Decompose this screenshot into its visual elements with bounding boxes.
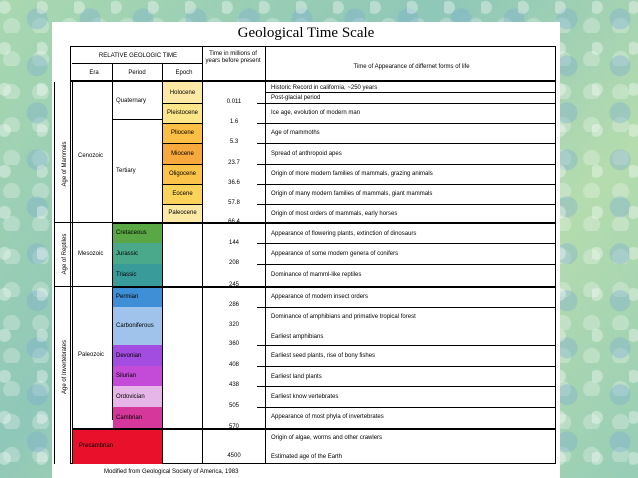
period-ordovician: Ordovician — [113, 386, 162, 407]
time-scale-sheet — [52, 22, 560, 478]
time-value: 286 — [228, 302, 239, 308]
row-line — [162, 103, 202, 104]
era-boundary — [112, 222, 556, 224]
event-rule — [265, 143, 556, 144]
source-footer: Modified from Geological Society of America, 1983 — [104, 469, 239, 475]
col-divider — [265, 46, 266, 464]
time-value: 23.7 — [228, 160, 240, 166]
time-value: 208 — [228, 260, 239, 266]
time-value: 57.8 — [228, 200, 240, 206]
col-divider — [72, 82, 73, 464]
period-header: Period — [128, 70, 146, 76]
row-line — [162, 184, 202, 185]
event-rule — [265, 307, 556, 308]
col-divider — [202, 46, 203, 464]
row-line — [162, 164, 202, 165]
epoch-holocene: Holocene — [163, 82, 202, 103]
event-text: Spread of anthropoid apes — [271, 151, 342, 157]
age-label: Age of Mammals — [62, 141, 68, 187]
event-rule — [265, 123, 556, 124]
era-label: Cenozoic — [78, 153, 104, 159]
event-rule — [265, 345, 556, 346]
age-divider — [54, 222, 72, 223]
period-precambrian: Precambrian — [73, 428, 162, 464]
age-label: Age of Invertebrates — [62, 339, 68, 395]
time-value: 144 — [228, 240, 239, 246]
age-border — [54, 82, 55, 464]
event-text: Origin of more modern families of mammals, grazing animals — [271, 171, 433, 177]
time-value: 36.6 — [228, 180, 240, 186]
period-cretaceous: Cretaceous — [113, 223, 162, 243]
epoch-header: Epoch — [175, 70, 193, 76]
age-divider — [54, 286, 72, 287]
period-permian: Permian — [113, 287, 162, 307]
event-text: Earliest land plants — [271, 374, 322, 380]
event-text: Origin of most orders of mammals, early horses — [271, 211, 398, 217]
period-carboniferous: Carboniferous — [113, 307, 162, 345]
event-rule — [265, 184, 556, 185]
event-rule — [265, 366, 556, 367]
time-value: 245 — [228, 282, 239, 288]
event-text: Dominance of mamml-like reptiles — [271, 272, 362, 278]
event-text: Estimated age of the Earth — [271, 454, 343, 460]
time-value: 5.3 — [229, 139, 239, 145]
time-value: 570 — [228, 424, 239, 430]
event-text: Ice age, evolution of modern man — [271, 110, 361, 116]
epoch-pleistocene: Pleistocene — [163, 103, 202, 123]
time-header: Time in millions of years before present — [205, 51, 261, 64]
event-text: Earliest seed plants, rise of bony fishes — [271, 353, 376, 359]
event-rule — [265, 264, 556, 265]
period-cambrian: Cambrian — [113, 407, 162, 428]
era-label: Mesozoic — [78, 251, 104, 257]
event-text: Origin of algae, worms and other crawlers — [271, 435, 383, 441]
period-tertiary: Tertiary — [116, 168, 136, 174]
event-text: Origin of many modern families of mammals, giant mammals — [271, 191, 433, 197]
event-rule — [265, 103, 556, 104]
age-label: Age of Reptiles — [62, 233, 68, 275]
event-rule — [265, 243, 556, 244]
epoch-oligocene: Oligocene — [163, 164, 202, 184]
event-rule — [265, 386, 556, 387]
period-quaternary: Quaternary — [116, 97, 147, 104]
epoch-pliocene: Pliocene — [163, 123, 202, 143]
time-value: 66.4 — [228, 219, 240, 225]
event-text: Historic Record in california, ~250 years — [271, 85, 378, 91]
time-value: 408 — [228, 362, 239, 368]
period-devonian: Devonian — [113, 345, 162, 366]
time-value: 505 — [228, 403, 239, 409]
row-line — [162, 123, 202, 124]
event-rule — [265, 407, 556, 408]
event-text: Appearance of most phyla of invertebrates — [271, 414, 384, 420]
period-jurassic: Jurassic — [113, 243, 162, 264]
event-text: Age of mammoths — [271, 130, 320, 136]
row-line — [162, 204, 202, 205]
header-rule — [72, 63, 202, 64]
event-text: Appearance of some modern genera of conifers — [271, 251, 399, 257]
event-text: Appearance of flowering plants, extinction of dinosaurs — [271, 231, 417, 237]
epoch-eocene: Eocene — [163, 184, 202, 204]
period-triassic: Triassic — [113, 264, 162, 286]
time-value: 4500 — [227, 453, 241, 459]
events-header: Time of Appearance of differnet forms of life — [353, 64, 470, 70]
epoch-miocene: Miocene — [163, 143, 202, 164]
era-boundary — [72, 428, 556, 430]
event-text: Post-glacial period — [271, 95, 321, 101]
event-rule — [265, 92, 556, 93]
event-rule — [265, 204, 556, 205]
time-value: 360 — [228, 341, 239, 347]
period-silurian: Silurian — [113, 366, 162, 386]
era-boundary — [112, 286, 556, 288]
time-value: 1.6 — [229, 119, 239, 125]
event-rule — [265, 164, 556, 165]
era-header: Era — [89, 70, 99, 76]
event-text: Appearance of modern insect orders — [271, 294, 369, 300]
event-text: Earliest amphibians — [271, 334, 324, 340]
time-value: 320 — [228, 322, 239, 328]
relative-time-header: RELATIVE GEOLOGIC TIME — [98, 53, 178, 59]
epoch-paleocene: Paleocene — [163, 204, 202, 222]
time-value: 438 — [228, 382, 239, 388]
event-text: Earliest know vertebrates — [271, 394, 339, 400]
event-text: Dominance of amphibians and primative tropical forest — [271, 314, 416, 320]
time-value: 0.011 — [226, 99, 242, 105]
row-line — [162, 143, 202, 144]
era-label: Paleozoic — [78, 352, 105, 358]
page-title: Geological Time Scale — [237, 25, 375, 41]
